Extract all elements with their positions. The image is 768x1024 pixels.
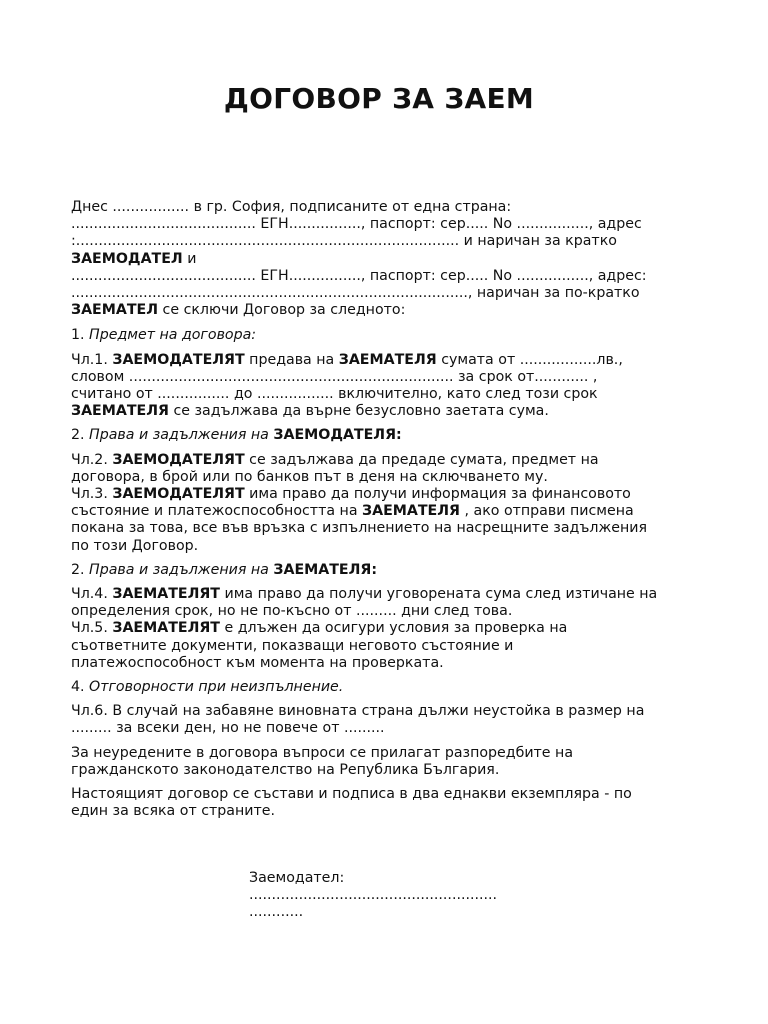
copies-paragraph: Настоящият договор се състави и подписа в два еднакви екземпляра - по един за всяка от страните. xyxy=(71,786,632,820)
document-body xyxy=(71,199,711,828)
intro-line: ......................................... ЕГН................, паспорт: сер..... No ................, адрес: xyxy=(71,267,647,284)
section-heading: 2. Права и задължения на ЗАЕМОДАТЕЛЯ: xyxy=(71,427,402,444)
intro-paragraph xyxy=(71,199,711,319)
clause-1: Чл.1. ЗАЕМОДАТЕЛЯТ предава на ЗАЕМАТЕЛЯ сумата от .................лв., словом ........................................................................ за срок от............ , считано от ................ до ................. включително, като след този срок ЗАЕМАТЕЛЯ се задължава да върне безусловно заетата сума. xyxy=(71,351,623,420)
intro-line: Днес ................. в гр. София, подписаните от една страна: xyxy=(71,199,512,215)
signature-block xyxy=(249,870,497,922)
clause-5: Чл.5. ЗАЕМАТЕЛЯТ е длъжен да осигури условия за проверка на съответните документи, показващи неговото състояние и платежоспособност към момента на проверката. xyxy=(71,620,568,671)
clause-3: Чл.3. ЗАЕМОДАТЕЛЯТ има право да получи информация за финансовото състояние и платежоспособността на ЗАЕМАТЕЛЯ , ако отправи писмена покана за това, все във връзка с изпълнението на насрещните задължения по този Договор. xyxy=(71,486,647,554)
applicable-law-paragraph: За неуредените в договора въпроси се прилагат разпоредбите на гражданското законодателство на Република България. xyxy=(71,744,574,778)
signature-line: ....................................................... xyxy=(249,887,498,904)
lender-term: ЗАЕМОДАТЕЛ xyxy=(71,250,183,267)
borrower-term: ЗАЕМАТЕЛ xyxy=(71,302,159,319)
clause-2: Чл.2. ЗАЕМОДАТЕЛЯТ се задължава да предаде сумата, предмет на договора, в брой или по банков път в деня на сключването му. xyxy=(71,451,599,485)
clause-4: Чл.4. ЗАЕМАТЕЛЯТ има право да получи уговорената сума след изтичане на определения срок, но не по-късно от ......... дни след това. xyxy=(71,586,658,620)
section-heading: 2. Права и задължения на ЗАЕМАТЕЛЯ: xyxy=(71,561,377,578)
intro-line: ЗАЕМАТЕЛ се сключи Договор за следното: xyxy=(71,302,406,319)
intro-line: ......................................... ЕГН................, паспорт: сер..... No ................, адрес xyxy=(71,216,642,233)
clause-6: Чл.6. В случай на забавяне виновната страна дължи неустойка в размер на ......... за всеки ден, но не повече от ......... xyxy=(71,703,645,737)
signature-label: Заемодател: xyxy=(249,870,345,886)
intro-line: ........................................................................................, наричан за по-кратко xyxy=(71,285,640,302)
intro-line: :..................................................................................... и наричан за кратко xyxy=(71,233,617,250)
signature-line: ............ xyxy=(249,904,304,921)
section-heading: 4. Отговорности при неизпълнение. xyxy=(71,679,344,696)
document-title: ДОГОВОР ЗА ЗАЕМ xyxy=(223,82,535,115)
section-heading: 1. Предмет на договора: xyxy=(71,327,257,344)
intro-line: ЗАЕМОДАТЕЛ и xyxy=(71,250,197,267)
